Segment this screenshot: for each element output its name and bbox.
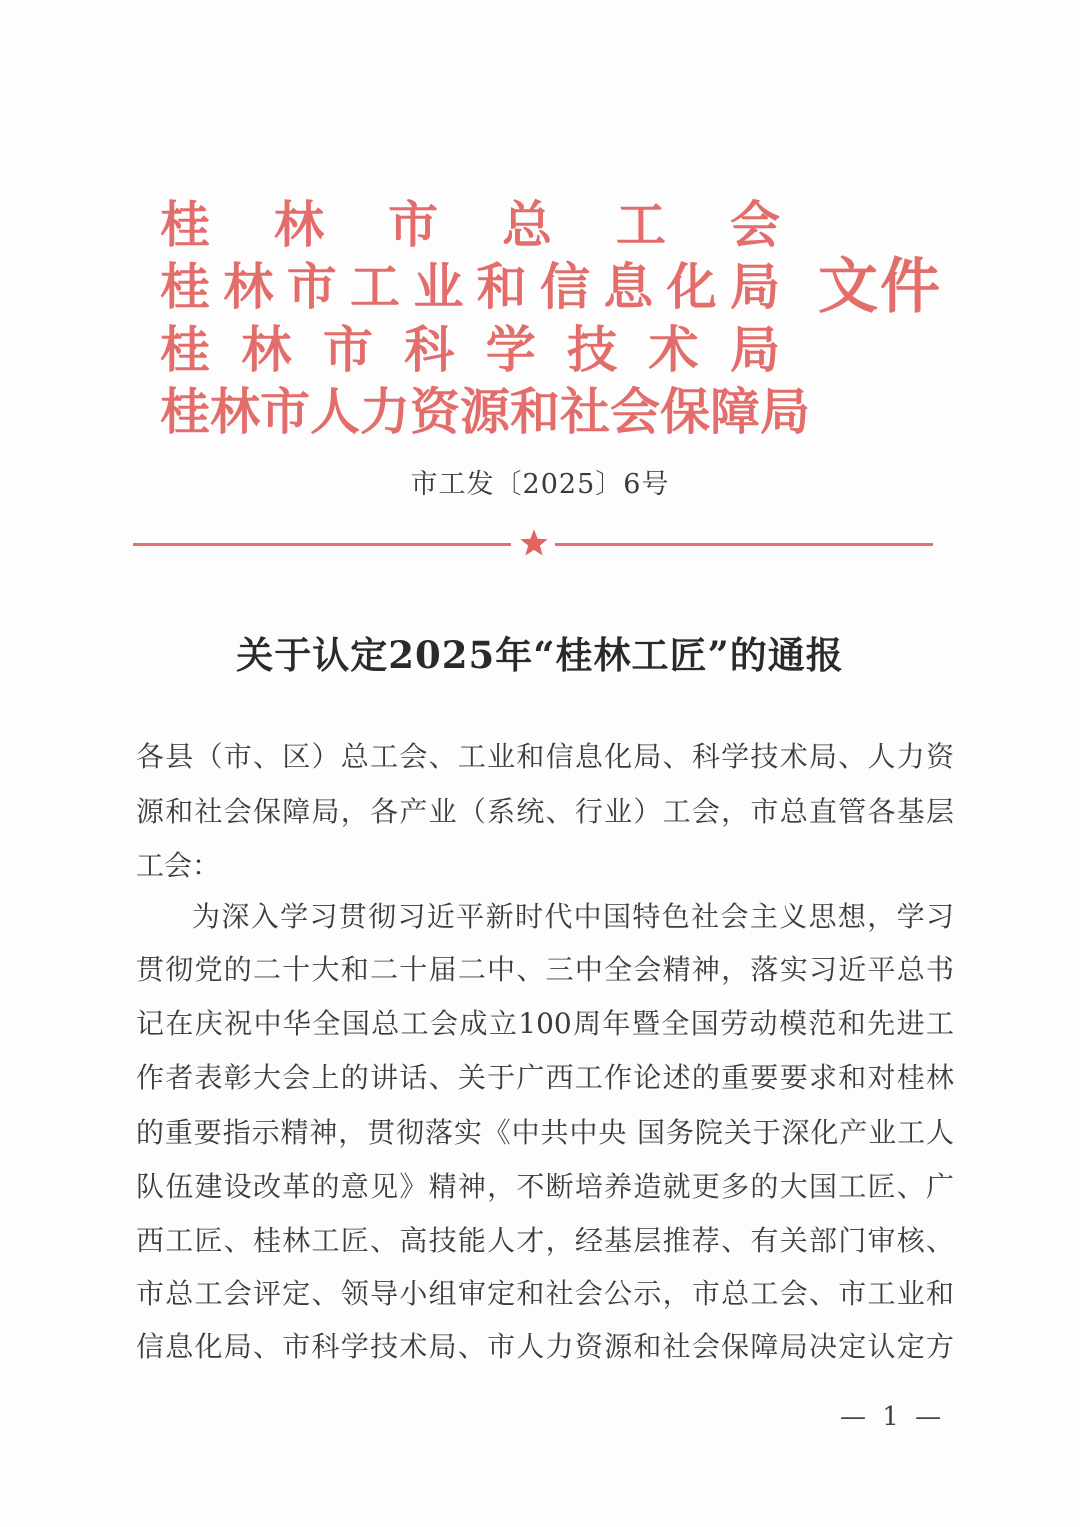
issuer-char: 林 [223,257,274,316]
issuer-char: 会 [730,195,780,254]
issuer-char: 总 [502,195,552,254]
issuer-char: 保 [660,382,710,441]
issuer-char: 市 [388,195,438,254]
issuer-char: 会 [610,382,660,441]
issuer-char: 力 [360,382,410,441]
issuer-char: 桂 [160,320,210,379]
paragraph-line: 队伍建设改革的意见》精神，不断培养造就更多的大国工匠、广 [136,1170,954,1203]
star-icon [519,528,549,558]
document-suffix: 文件 [818,252,942,322]
issuer-char: 技 [567,320,618,379]
paragraph-line: 作者表彰大会上的讲话、关于广西工作论述的重要要求和对桂林 [136,1061,954,1094]
issuer-char: 源 [460,382,510,441]
issuer-char: 息 [603,257,654,316]
issuer-char: 市 [322,320,373,379]
paragraph-line: 记在庆祝中华全国总工会成立100周年暨全国劳动模范和先进工 [136,1007,954,1040]
paragraph-line: 为深入学习贯彻习近平新时代中国特色社会主义思想，学习 [192,900,954,933]
issuer-char: 科 [404,320,455,379]
document-number: 市工发〔2025〕6号 [410,469,670,500]
paragraph-line: 的重要指示精神，贯彻落实《中共中央 国务院关于深化产业工人 [136,1116,954,1149]
paragraph-line: 贯彻党的二十大和二十届二中、三中全会精神，落实习近平总书 [136,953,954,986]
recipients-line: 源和社会保障局，各产业（系统、行业）工会，市总直管各基层 [136,795,954,828]
recipients-line: 工会： [136,849,221,882]
issuer-char: 障 [710,382,760,441]
issuer-char: 局 [729,320,780,379]
issuer-char: 工 [616,195,666,254]
issuer-char: 局 [729,257,780,316]
issuer-char: 市 [286,257,337,316]
paragraph-line: 西工匠、桂林工匠、高技能人才，经基层推荐、有关部门审核、 [136,1224,954,1257]
issuer-char: 和 [510,382,560,441]
page-number: — 1 — [840,1402,946,1432]
issuer-char: 业 [413,257,464,316]
recipients-line: 各县（市、区）总工会、工业和信息化局、科学技术局、人力资 [136,740,954,773]
paragraph-line: 信息化局、市科学技术局、市人力资源和社会保障局决定认定方 [136,1330,954,1363]
issuer-char: 桂 [160,382,210,441]
issuer-char: 和 [476,257,527,316]
issuer-char: 林 [210,382,260,441]
issuer-line-federation-of-trade-unions [160,195,780,255]
paragraph-line: 市总工会评定、领导小组审定和社会公示，市总工会、市工业和 [136,1277,954,1310]
issuer-char: 桂 [160,195,210,254]
document-title: 关于认定2025年“桂林工匠”的通报 [236,633,844,677]
issuer-char: 术 [648,320,699,379]
issuer-line-science-technology-bureau [160,320,780,380]
issuer-char: 市 [260,382,310,441]
issuer-char: 社 [560,382,610,441]
issuer-char: 林 [274,195,324,254]
issuer-char: 工 [349,257,400,316]
issuer-char: 信 [539,257,590,316]
issuer-char: 学 [485,320,536,379]
issuer-char: 人 [310,382,360,441]
issuer-line-hr-social-security-bureau [160,382,810,442]
issuer-char: 资 [410,382,460,441]
red-divider-right [555,543,933,546]
issuer-char: 桂 [160,257,210,316]
issuer-char: 林 [241,320,292,379]
issuer-line-industry-it-bureau [160,257,780,317]
red-divider-left [133,543,511,546]
issuer-char: 局 [760,382,810,441]
issuer-char: 化 [666,257,717,316]
